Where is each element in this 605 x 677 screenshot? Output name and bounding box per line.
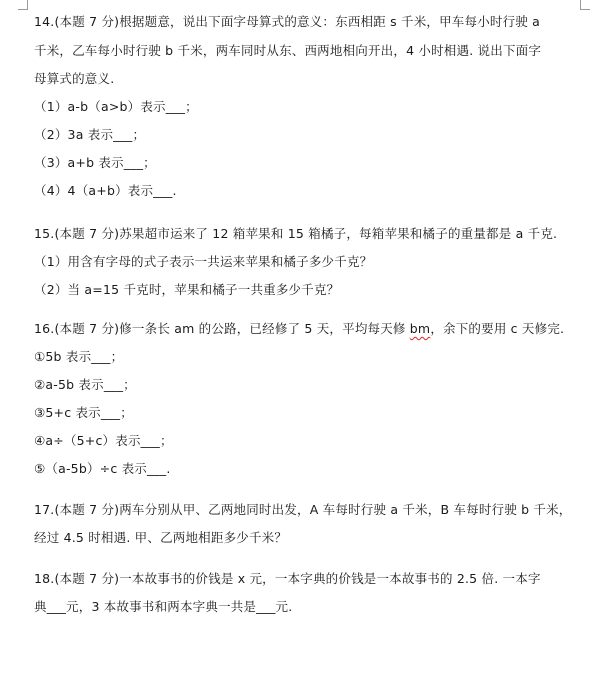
q14-item-1: （1）a-b（a>b）表示___； — [34, 99, 198, 114]
q17-line-2: 经过 4.5 时相遇. 甲、乙两地相距多少千米？ — [34, 530, 288, 545]
q14-item-2: （2）3a 表示___； — [34, 127, 146, 142]
q18-line-1: 18.(本题 7 分)一本故事书的价钱是 x 元，一本字典的价钱是一本故事书的 2.5 倍. 一本字 — [34, 571, 541, 586]
q14-item-4: （4）4（a+b）表示___. — [34, 183, 177, 198]
q18-line-2: 典___元，3 本故事书和两本字典一共是___元. — [34, 599, 293, 614]
q14-line-2: 千米，乙车每小时行驶 b 千米，两车同时从东、西两地相向开出，4 小时相遇. 说出下面字 — [34, 43, 542, 58]
q17-line-1: 17.(本题 7 分)两车分别从甲、乙两地同时出发，A 车每时行驶 a 千米，B 车每时行驶 b 千米， — [34, 502, 572, 517]
q14-item-3: （3）a+b 表示___； — [34, 155, 156, 170]
page-corner-mark — [580, 0, 590, 10]
q14-line-3: 母算式的意义. — [34, 71, 115, 86]
q16-item-4: ④a÷（5+c）表示___； — [34, 433, 173, 448]
page-corner-mark — [18, 0, 28, 10]
q16-item-1: ①5b 表示___； — [34, 349, 124, 364]
q14-line-1: 14.(本题 7 分)根据题意，说出下面字母算式的意义：东西相距 s 千米，甲车每小时行驶 a — [34, 14, 541, 29]
q16-item-2: ②a-5b 表示___； — [34, 377, 136, 392]
q16-text-c: ，余下的要用 c 天修完. — [430, 321, 565, 336]
q16-item-3: ③5+c 表示___； — [34, 405, 133, 420]
q16-text-b: bm — [409, 321, 431, 336]
q16-line-1 — [34, 321, 564, 337]
q15-item-1: （1）用含有字母的式子表示一共运来苹果和橘子多少千克？ — [34, 254, 373, 269]
q16-item-5: ⑤（a-5b）÷c 表示___. — [34, 461, 171, 476]
q15-item-2: （2）当 a=15 千克时，苹果和橘子一共重多少千克？ — [34, 282, 340, 297]
q16-text-a: 16.(本题 7 分)修一条长 am 的公路，已经修了 5 天，平均每天修 — [34, 321, 410, 336]
q15-line-1: 15.(本题 7 分)苏果超市运来了 12 箱苹果和 15 箱橘子，每箱苹果和橘子的重量都是 a 千克. — [34, 226, 558, 241]
